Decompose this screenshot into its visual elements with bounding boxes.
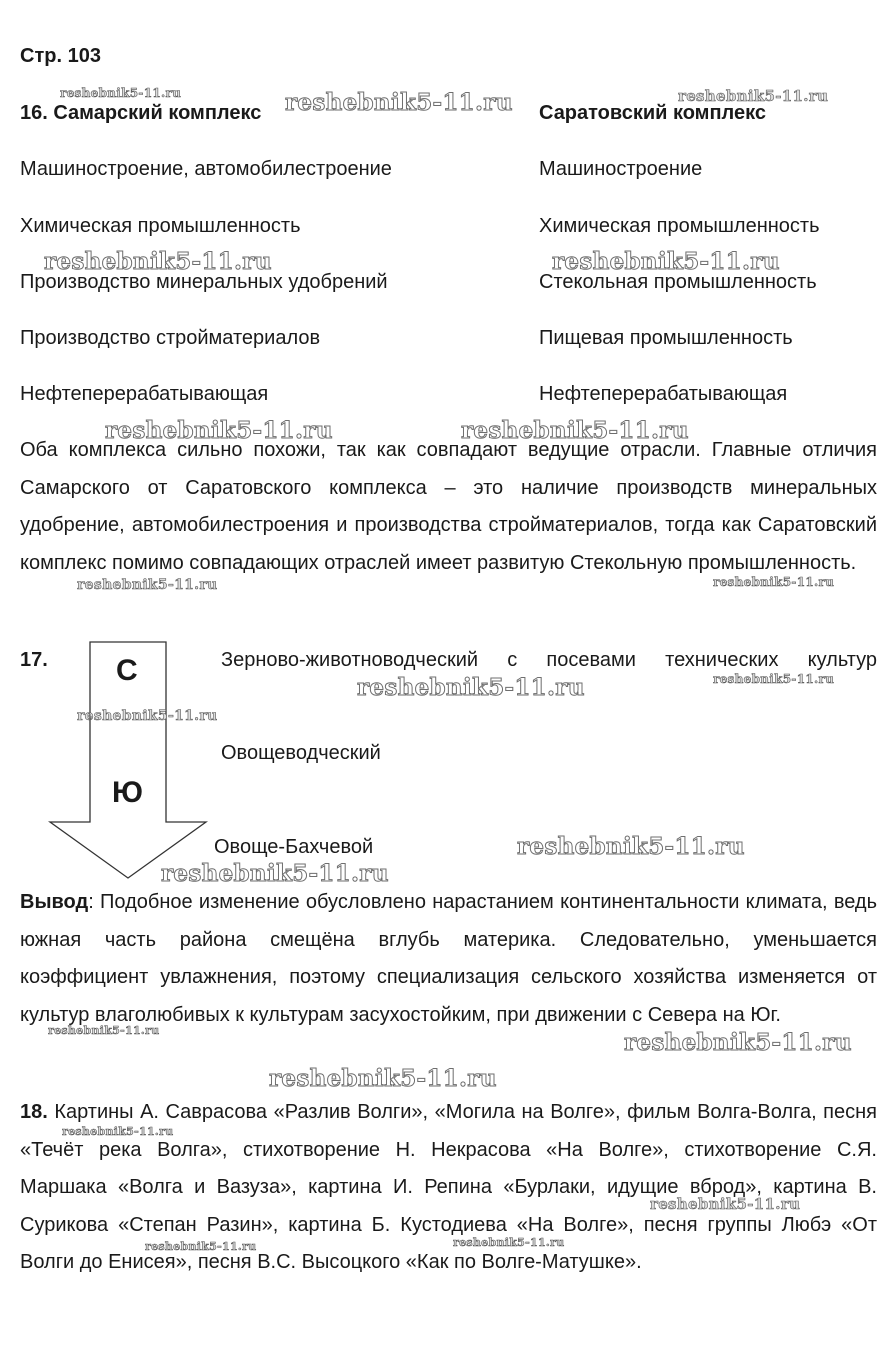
watermark: reshebnik5-11.ru [60, 86, 182, 100]
saratov-item: Химическая промышленность [539, 215, 820, 237]
samara-item: Производство стройматериалов [20, 327, 321, 349]
saratov-item: Машиностроение [539, 158, 703, 180]
task18-number: 18. [20, 1101, 48, 1123]
watermark: reshebnik5-11.ru [62, 1125, 174, 1138]
watermark: reshebnik5-11.ru [285, 89, 513, 116]
watermark: reshebnik5-11.ru [44, 248, 272, 275]
zone-north: Зерново-животноводческий с посевами технических культур [221, 649, 877, 671]
watermark: reshebnik5-11.ru [77, 577, 218, 593]
watermark: reshebnik5-11.ru [650, 1195, 801, 1213]
arrow-south-label: Ю [112, 776, 143, 809]
watermark: reshebnik5-11.ru [517, 833, 745, 860]
page-number: Стр. 103 [20, 45, 101, 67]
watermark: reshebnik5-11.ru [461, 417, 689, 444]
zone-south: Овоще-Бахчевой [214, 836, 374, 858]
arrow-north-label: С [116, 654, 138, 687]
conclusion-text: : Подобное изменение обусловлено нарастанием континентальности климата, ведь южная часть района смещёна вглубь материка. Следовательно, уменьшается коэффициент увлажнения, поэтому специализация сельского хозяйства изменяется от культур влаголюбивых к культурам засухостойким, при движении с Севера на Юг. [20, 891, 877, 1026]
watermark: reshebnik5-11.ru [552, 248, 780, 275]
samara-item: Нефтеперерабатывающая [20, 383, 269, 405]
saratov-item: Пищевая промышленность [539, 327, 793, 349]
samara-item: Производство минеральных удобрений [20, 271, 388, 293]
watermark: reshebnik5-11.ru [48, 1024, 160, 1037]
watermark: reshebnik5-11.ru [453, 1236, 565, 1249]
task16-conclusion: Оба комплекса сильно похожи, так как совпадают ведущие отрасли. Главные отличия Самарского от Саратовского комплекса – это наличие производств минеральных удобрение, автомобилестроения и производства стройматериалов, тогда как Саратовский комплекс помимо совпадающих отраслей имеет развитую Стекольную промышленность. [20, 439, 877, 574]
samara-item: Химическая промышленность [20, 215, 301, 237]
watermark: reshebnik5-11.ru [105, 417, 333, 444]
watermark: reshebnik5-11.ru [77, 708, 218, 724]
saratov-item: Стекольная промышленность [539, 271, 817, 293]
watermark: reshebnik5-11.ru [713, 575, 835, 589]
task18-text: Картины А. Саврасова «Разлив Волги», «Могила на Волге», фильм Волга-Волга, песня «Течёт река Волга», стихотворение Н. Некрасова «На Волге», стихотворение С.Я. Маршака «Волга и Вазуза», картина И. Репина «Бурлаки, идущие вброд», картина В. Сурикова «Степан Разин», картина Б. Кустодиева «На Волге», песня группы Любэ «От Волги до Енисея», песня В.С. Высоцкого «Как по Волге-Матушке». [20, 1101, 877, 1273]
watermark: reshebnik5-11.ru [269, 1065, 497, 1092]
task17-number: 17. [20, 649, 48, 671]
conclusion-label: Вывод [20, 891, 89, 913]
watermark: reshebnik5-11.ru [624, 1029, 852, 1056]
watermark: reshebnik5-11.ru [357, 674, 585, 701]
watermark: reshebnik5-11.ru [713, 672, 835, 686]
samara-item: Машиностроение, автомобилестроение [20, 158, 392, 180]
samara-heading: 16. Самарский комплекс [20, 102, 262, 124]
task17-conclusion [20, 884, 877, 1034]
watermark: reshebnik5-11.ru [678, 87, 829, 105]
watermark: reshebnik5-11.ru [161, 860, 389, 887]
saratov-heading: Саратовский комплекс [539, 102, 766, 124]
saratov-item: Нефтеперерабатывающая [539, 383, 788, 405]
zone-middle: Овощеводческий [221, 742, 381, 764]
watermark: reshebnik5-11.ru [145, 1240, 257, 1253]
